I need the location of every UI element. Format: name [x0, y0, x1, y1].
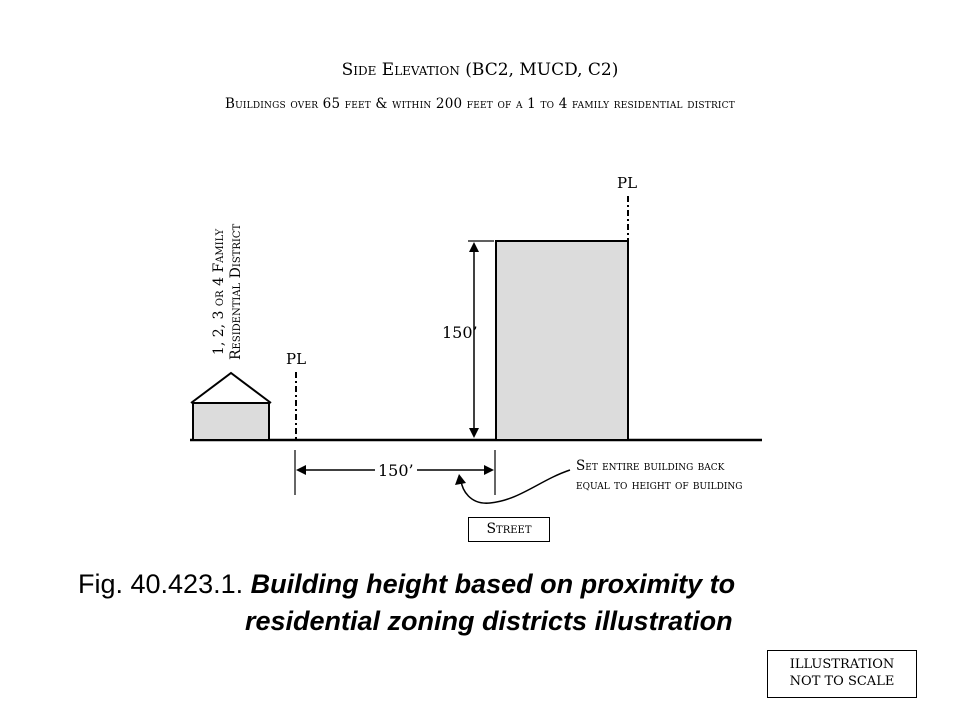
note-pointer-arrow: [455, 470, 570, 503]
setback-note-line1: Set entire building back: [576, 458, 725, 474]
scale-note-line1: ILLUSTRATION: [789, 657, 895, 672]
property-line-label-right: PL: [617, 174, 638, 192]
residential-label-line1: 1, 2, 3 or 4 Family: [211, 228, 227, 356]
setback-note-line2: equal to height of building: [576, 477, 743, 493]
not-to-scale-note: [767, 650, 917, 698]
figure-caption: [78, 566, 735, 640]
property-line-label-left: PL: [286, 350, 307, 368]
residential-label-line2: Residential District: [228, 223, 244, 360]
setback-distance-label: 150’: [375, 461, 417, 480]
figure-number: Fig. 40.423.1.: [78, 569, 244, 599]
diagram-subtitle: Buildings over 65 feet & within 200 feet of a 1 to 4 family residential district: [225, 96, 735, 112]
diagram-title: Side Elevation (BC2, MUCD, C2): [341, 60, 619, 80]
residential-house: [191, 373, 271, 440]
caption-line1: Building height based on proximity to: [250, 569, 736, 599]
scale-note-line2: NOT TO SCALE: [789, 674, 895, 689]
caption-line2: residential zoning districts illustration: [245, 606, 733, 636]
residential-district-label: [211, 224, 245, 360]
street-label: Street: [468, 517, 550, 542]
house-roof: [191, 373, 271, 403]
setback-note: [576, 457, 742, 495]
tall-building: [496, 241, 628, 440]
house-body: [193, 403, 269, 440]
building-height-label: 150’: [442, 323, 478, 342]
